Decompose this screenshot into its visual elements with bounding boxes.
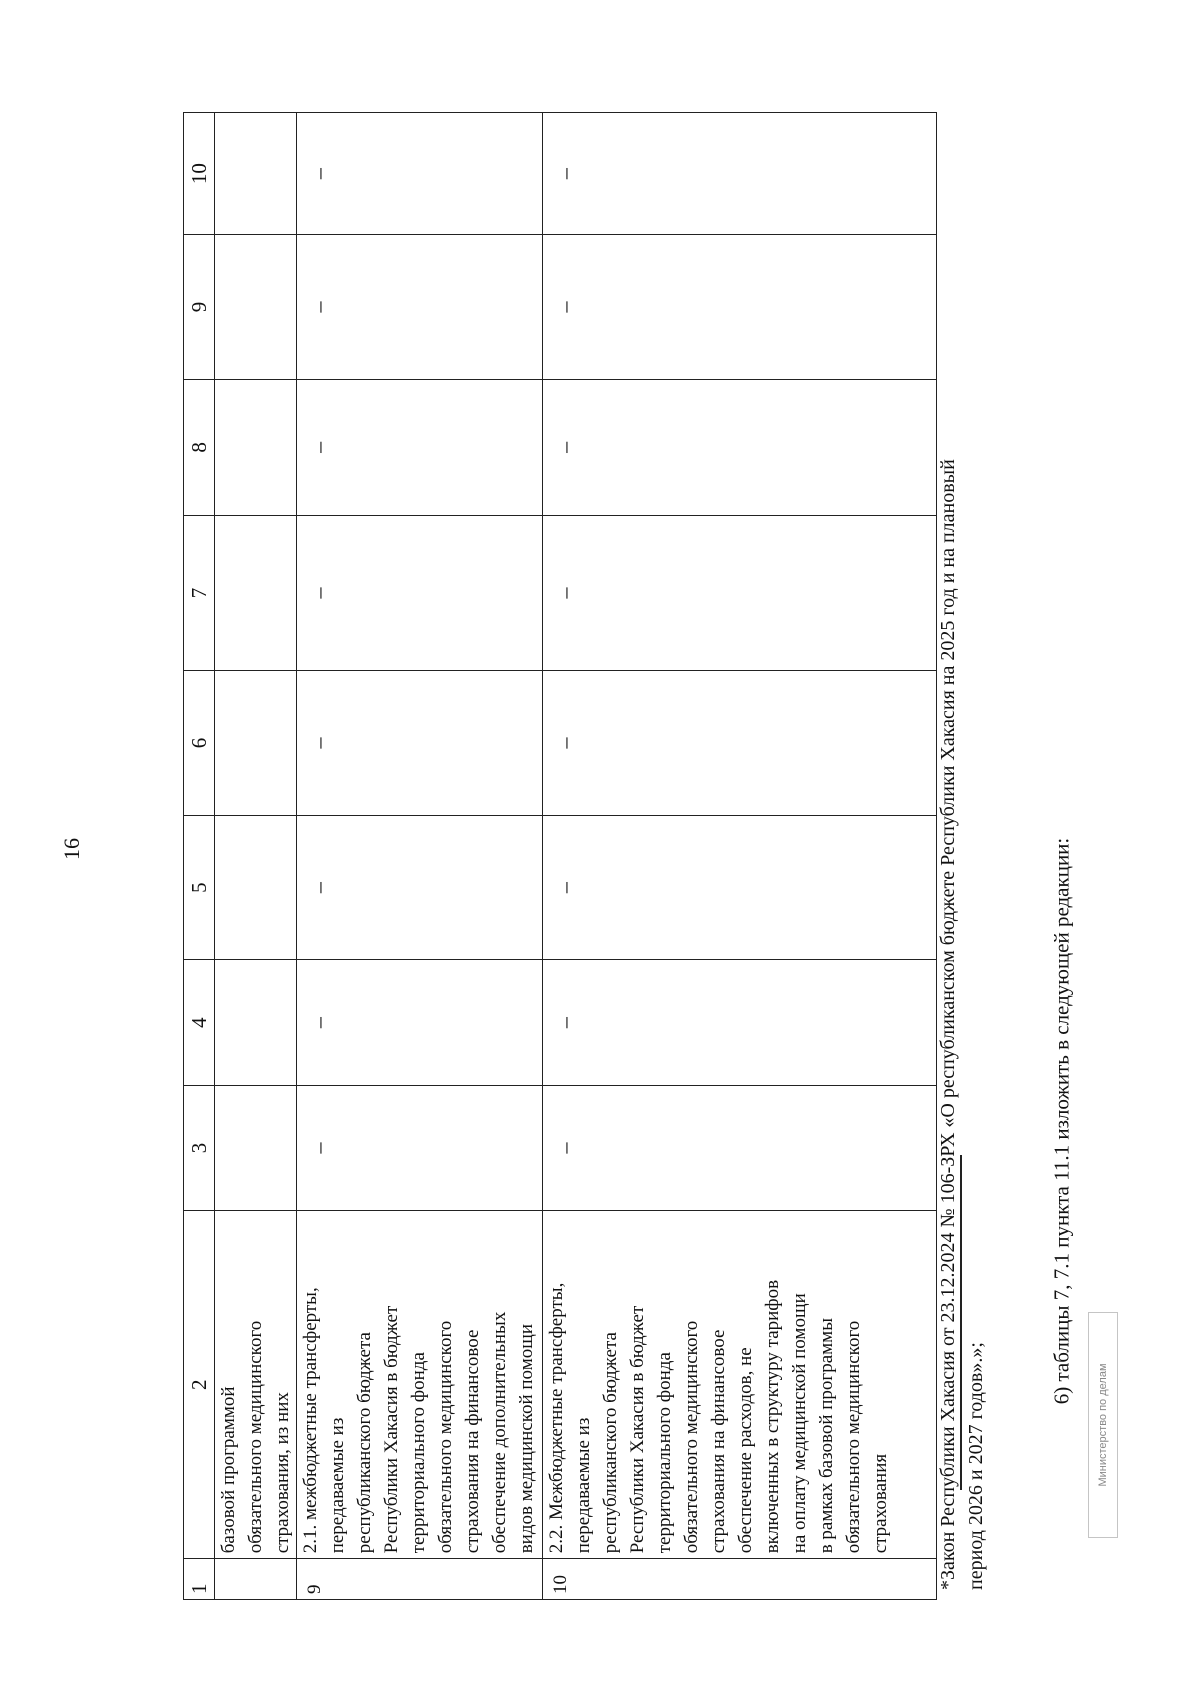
- amendment-instruction: 6) таблицы 7, 7.1 пункта 11.1 изложить в следующей редакции:: [1049, 837, 1074, 1405]
- value-cell: –: [543, 235, 937, 380]
- value-cell: –: [543, 1085, 937, 1210]
- value-cell: [215, 815, 297, 960]
- value-cell: [215, 671, 297, 816]
- column-header: 9: [184, 235, 215, 380]
- value-cell: –: [543, 113, 937, 235]
- value-cell: –: [297, 379, 543, 515]
- column-header: 2: [184, 1211, 215, 1559]
- value-cell: [215, 113, 297, 235]
- row-number-cell: 9: [297, 1559, 543, 1600]
- page-number: 16: [59, 838, 84, 860]
- value-cell: –: [543, 815, 937, 960]
- table-row: [297, 113, 543, 1600]
- column-header: 6: [184, 671, 215, 816]
- row-description-cell: базовой программой обязательного медицинского страхования, из них: [215, 1211, 297, 1559]
- value-cell: [215, 1085, 297, 1210]
- column-header: 7: [184, 515, 215, 670]
- value-cell: [215, 960, 297, 1085]
- value-cell: –: [297, 1085, 543, 1210]
- column-header: 3: [184, 1085, 215, 1210]
- value-cell: –: [543, 379, 937, 515]
- row-description-cell: 2.1. межбюджетные трансферты, передаваемые из республиканского бюджета Республики Хакасия в бюджет территориального фонда обязательного медицинского страхования на финансовое обеспечение дополнительных видов медицинской помощи: [297, 1211, 543, 1559]
- value-cell: –: [543, 960, 937, 1085]
- footnote: *Закон Республики Хакасия от 23.12.2024 № 106-ЗРХ «О республиканском бюджете Республики Хакасия на 2025 год и на плановый период 2026 и 2027 годов».»;: [937, 459, 987, 1590]
- value-cell: –: [297, 815, 543, 960]
- header-row: [184, 113, 215, 1600]
- value-cell: –: [297, 515, 543, 670]
- value-cell: [215, 235, 297, 380]
- value-cell: [215, 515, 297, 670]
- row-number-cell: [215, 1559, 297, 1600]
- column-header: 8: [184, 379, 215, 515]
- column-header: 4: [184, 960, 215, 1085]
- column-header: 1: [184, 1559, 215, 1600]
- value-cell: –: [297, 671, 543, 816]
- row-description-cell: 2.2. Межбюджетные трансферты, передаваемые из республиканского бюджета Республики Хакасия в бюджет территориального фонда обязательного медицинского страхования на финансовое обеспечение расходов, не включенных в структуру тарифов на оплату медицинской помощи в рамках базовой программы обязательного медицинского страхования: [543, 1211, 937, 1559]
- value-cell: –: [297, 235, 543, 380]
- table-container: [183, 112, 937, 1600]
- data-table: [183, 112, 937, 1600]
- value-cell: –: [297, 113, 543, 235]
- value-cell: –: [297, 960, 543, 1085]
- column-header: 10: [184, 113, 215, 235]
- row-number-cell: 10: [543, 1559, 937, 1600]
- value-cell: –: [543, 671, 937, 816]
- table-row: [543, 113, 937, 1600]
- column-header: 5: [184, 815, 215, 960]
- table-row: [215, 113, 297, 1600]
- value-cell: [215, 379, 297, 515]
- registration-stamp: [1088, 1312, 1118, 1538]
- value-cell: –: [543, 515, 937, 670]
- stamp-text: Министерство по делам: [1097, 1363, 1109, 1487]
